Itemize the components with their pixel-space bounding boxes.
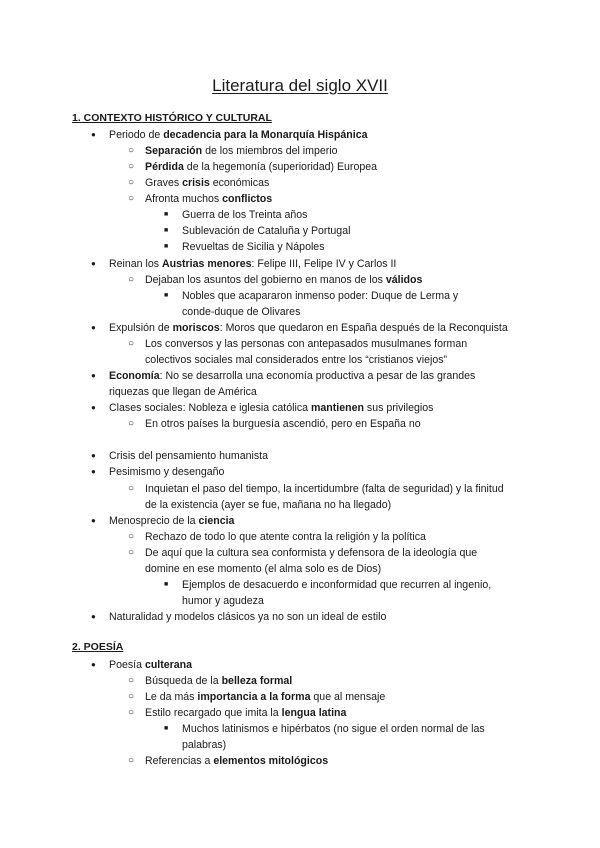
bold-text: decadencia para la Monarquía Hispánica xyxy=(163,129,368,141)
list-item xyxy=(145,705,346,721)
bold-text: moriscos xyxy=(172,322,220,334)
bullet-marker: ○ xyxy=(128,161,135,172)
list-item xyxy=(109,256,396,272)
bold-text: importancia a la forma xyxy=(197,691,311,703)
bullet-marker: ○ xyxy=(128,755,135,766)
text: de la existencia (ayer se fue, mañana no ha llegado) xyxy=(145,499,392,511)
list-item xyxy=(182,304,300,320)
text: : No se desarrolla una economía productiva a pesar de las grandes xyxy=(159,370,476,382)
bullet-marker: ■ xyxy=(164,227,169,234)
list-item xyxy=(109,368,475,384)
text: Búsqueda de la xyxy=(145,675,222,687)
list-item xyxy=(145,689,385,705)
list-item xyxy=(109,127,368,143)
list-item xyxy=(109,448,268,464)
list-item xyxy=(145,352,447,368)
bullet-marker: ■ xyxy=(164,292,169,299)
bullet-marker: ○ xyxy=(128,707,135,718)
bullet-marker: ■ xyxy=(164,581,169,588)
text: Le da más xyxy=(145,691,198,703)
text: Los conversos y las personas con antepasados musulmanes forman xyxy=(145,338,468,350)
bold-text: Pérdida xyxy=(145,161,184,173)
text: domine en ese momento (el alma solo es de Dios) xyxy=(145,563,382,575)
text: Pesimismo y desengaño xyxy=(109,466,225,478)
text: Rechazo de todo lo que atente contra la religión y la política xyxy=(145,531,426,543)
bullet-marker: ○ xyxy=(128,691,135,702)
list-item xyxy=(182,737,226,753)
list-item xyxy=(182,223,350,239)
bullet-marker: ■ xyxy=(164,243,169,250)
text: Inquietan el paso del tiempo, la incertidumbre (falta de seguridad) y la finitud xyxy=(145,483,504,495)
bullet-marker: ● xyxy=(91,403,96,412)
list-item xyxy=(109,464,224,480)
bold-text: crisis xyxy=(182,177,210,189)
list-item xyxy=(145,529,426,545)
list-item xyxy=(109,384,257,400)
text: colectivos sociales mal considerados entre los “cristianos viejos” xyxy=(145,354,448,366)
bold-text: elementos mitológicos xyxy=(213,755,329,767)
bullet-marker: ● xyxy=(91,130,96,139)
text: de la hegemonía (superioridad) Europea xyxy=(183,161,378,173)
list-item xyxy=(182,577,491,593)
bold-text: válidos xyxy=(385,274,423,286)
list-item xyxy=(145,545,477,561)
text: humor y agudeza xyxy=(182,595,264,607)
text: que al mensaje xyxy=(310,691,386,703)
list-item xyxy=(182,288,458,304)
bold-text: belleza formal xyxy=(221,675,293,687)
bullet-marker: ○ xyxy=(128,274,135,285)
list-item xyxy=(145,561,381,577)
text: Crisis del pensamiento humanista xyxy=(109,450,268,462)
text: Expulsión de xyxy=(109,322,173,334)
text: económicas xyxy=(209,177,270,189)
bullet-marker: ○ xyxy=(128,531,135,542)
list-item xyxy=(182,239,325,255)
text: de los miembros del imperio xyxy=(202,145,338,157)
bullet-marker: ■ xyxy=(164,725,169,732)
list-item xyxy=(182,593,264,609)
text: Muchos latinismos e hipérbatos (no sigue el orden normal de las xyxy=(182,723,485,735)
text: Periodo de xyxy=(109,129,164,141)
page-title: Literatura del siglo XVII xyxy=(212,76,388,95)
bullet-marker: ● xyxy=(91,371,96,380)
text: Nobles que acapararon inmenso poder: Duque de Lerma y xyxy=(182,290,459,302)
text: Naturalidad y modelos clásicos ya no son un ideal de estilo xyxy=(109,611,387,623)
list-item xyxy=(109,400,433,416)
text: Estilo recargado que imita la xyxy=(145,707,282,719)
list-item xyxy=(109,513,234,529)
bullet-marker: ● xyxy=(91,612,96,621)
list-item xyxy=(145,673,292,689)
list-item xyxy=(145,336,467,352)
bold-text: conflictos xyxy=(222,193,273,205)
list-item xyxy=(182,721,485,737)
text: riquezas que llegan de América xyxy=(109,386,257,398)
bullet-marker: ○ xyxy=(128,547,135,558)
bullet-marker: ○ xyxy=(128,483,135,494)
text: Referencias a xyxy=(145,755,214,767)
bullet-marker: ○ xyxy=(128,338,135,349)
bullet-marker: ● xyxy=(91,516,96,525)
text: conde-duque de Olivares xyxy=(182,306,301,318)
list-item xyxy=(109,609,386,625)
text: Menosprecio de la xyxy=(109,515,199,527)
list-item xyxy=(145,143,338,159)
list-item xyxy=(145,753,328,769)
text: Ejemplos de desacuerdo e inconformidad que recurren al ingenio, xyxy=(182,579,492,591)
bold-text: lengua latina xyxy=(281,707,347,719)
bullet-marker: ● xyxy=(91,323,96,332)
bold-text: ciencia xyxy=(198,515,235,527)
text: Graves xyxy=(145,177,183,189)
section-heading-contexto: 1. CONTEXTO HISTÓRICO Y CULTURAL xyxy=(72,112,272,124)
bullet-marker: ● xyxy=(91,467,96,476)
text: : Moros que quedaron en España después de la Reconquista xyxy=(219,322,508,334)
text: En otros países la burguesía ascendió, pero en España no xyxy=(145,418,421,430)
text: Revueltas de Sicilia y Nápoles xyxy=(182,241,325,253)
list-item xyxy=(145,481,504,497)
bold-text: culterana xyxy=(144,659,193,671)
bullet-marker: ■ xyxy=(164,211,169,218)
bullet-marker: ● xyxy=(91,259,96,268)
text: palabras) xyxy=(182,739,227,751)
list-item xyxy=(145,175,269,191)
list-item xyxy=(145,497,391,513)
text: Guerra de los Treinta años xyxy=(182,209,308,221)
list-item xyxy=(145,272,422,288)
list-item xyxy=(145,191,272,207)
list-item xyxy=(109,657,192,673)
text: Sublevación de Cataluña y Portugal xyxy=(182,225,351,237)
bold-text: Economía xyxy=(109,370,160,382)
text: Poesía xyxy=(109,659,145,671)
text: Dejaban los asuntos del gobierno en manos de los xyxy=(145,274,386,286)
text: De aquí que la cultura sea conformista y defensora de la ideología que xyxy=(145,547,478,559)
section-heading-poesia: 2. POESÍA xyxy=(72,641,124,653)
text: Clases sociales: Nobleza e iglesia católica xyxy=(109,402,311,414)
bullet-marker: ○ xyxy=(128,177,135,188)
bullet-marker: ○ xyxy=(128,193,135,204)
list-item xyxy=(109,320,508,336)
bold-text: mantienen xyxy=(310,402,364,414)
list-item xyxy=(145,416,421,432)
text: : Felipe III, Felipe IV y Carlos II xyxy=(251,258,397,270)
bold-text: Separación xyxy=(145,145,203,157)
bold-text: Austrias menores xyxy=(162,258,252,270)
list-item xyxy=(182,207,307,223)
list-item xyxy=(145,159,377,175)
bullet-marker: ● xyxy=(91,660,96,669)
bullet-marker: ○ xyxy=(128,145,135,156)
bullet-marker: ○ xyxy=(128,675,135,686)
bullet-marker: ○ xyxy=(128,418,135,429)
text: Afronta muchos xyxy=(145,193,223,205)
bullet-marker: ● xyxy=(91,451,96,460)
text: Reinan los xyxy=(109,258,162,270)
text: sus privilegios xyxy=(363,402,434,414)
